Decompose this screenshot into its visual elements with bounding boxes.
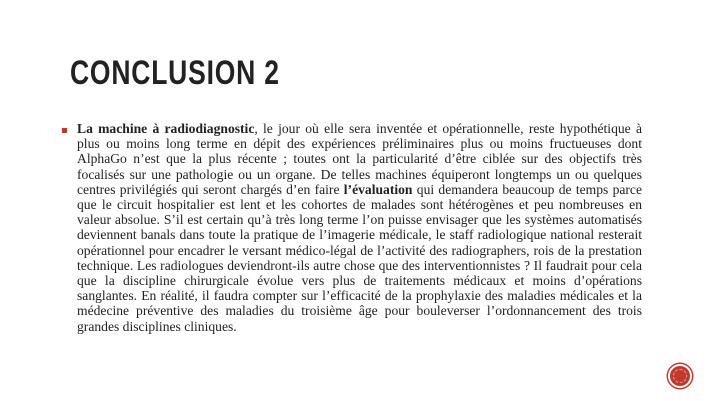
slide-nav-circle-icon[interactable] — [668, 364, 692, 388]
lead-bold-text: La machine à radiodiagnostic — [77, 121, 255, 136]
evaluation-bold-text: l’évaluation — [343, 181, 413, 197]
paragraph-text-part2: qui demandera beaucoup de temps parce que le circuit hospitalier est lent et les cohortes de malades sont hétérogènes et peu nombreuses en valeur absolue. S’il est certain qu’à très long terme l’on puisse envisager que les systèmes automatisés deviennent banals dans toute la pratique de l’imagerie médicale, le staff radiologique national resterait opérationnel pour encadrer le versant médico-légal de l’activité des radiographers, rois de la prestation technique. Les radiologues deviendront-ils autre chose que des interventionnistes ? Il faudrait pour cela que la discipline chirurgicale évolue vers plus de traitements médicaux et moins d’opérations sanglantes. En réalité, il faudra compter sur l’efficacité de la prophylaxie des maladies médicales et la médecine préventive des maladies du troisième âge pour bouleverser l’ordonnancement des trois grandes disciplines cliniques. — [77, 181, 642, 334]
square-bullet-icon — [62, 128, 67, 133]
slide-title: CONCLUSION 2 — [70, 54, 280, 92]
paragraph-text-part1: , le jour où elle sera inventée et opérationnelle, reste hypothétique à plus ou moins long terme en dépit des expériences préliminaires plus ou moins fructueuses dont AlphaGo n’est que la plus récente ; toutes ont la particularité d’être ciblée sur des objectifs très focalisés sur une pathologie ou un organe. De telles machines équiperont longtemps un ou quelques centres privilégiés qui seront chargés d’en faire — [77, 121, 642, 197]
bullet-item — [62, 121, 647, 334]
nav-circle-inner-ring — [673, 369, 687, 383]
body-paragraph — [77, 121, 642, 334]
